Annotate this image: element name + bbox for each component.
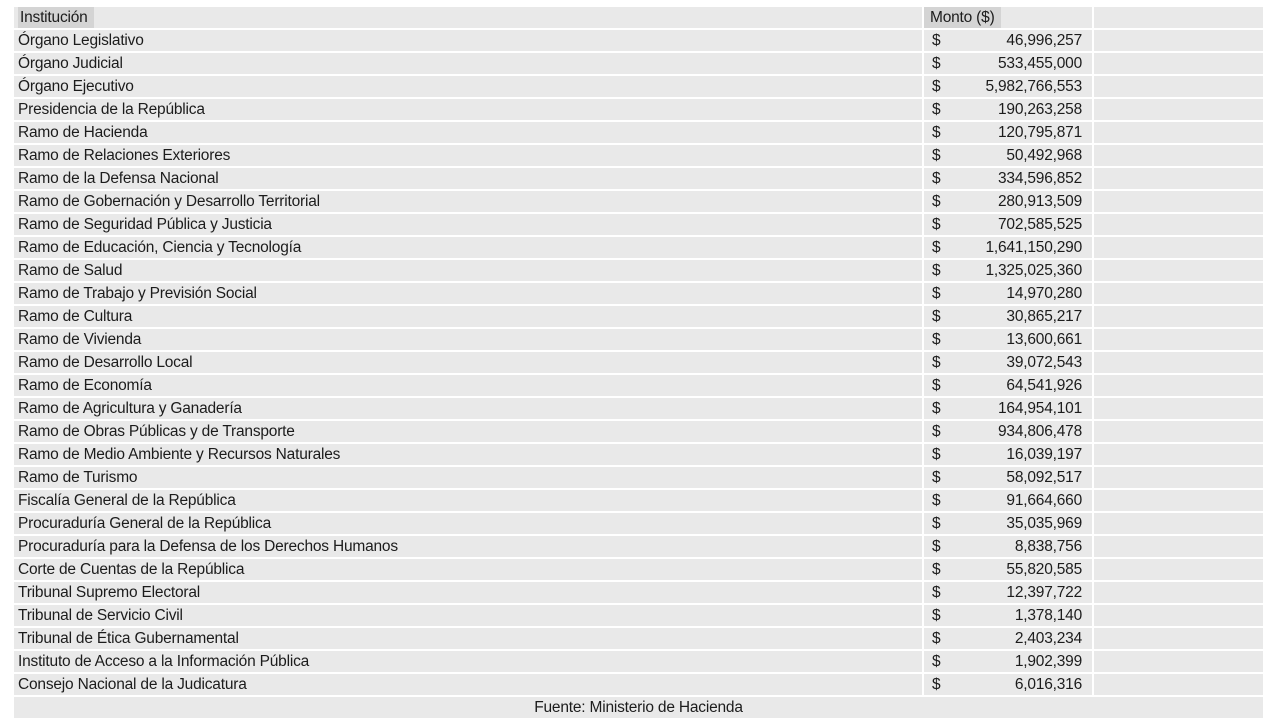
amount-cell xyxy=(924,559,1094,580)
table-header-row xyxy=(14,7,1263,28)
institution-cell: Corte de Cuentas de la República xyxy=(14,559,924,580)
currency-symbol: $ xyxy=(932,55,941,72)
amount-value: 120,795,871 xyxy=(998,124,1082,141)
currency-symbol: $ xyxy=(932,331,941,348)
table-row xyxy=(14,260,1263,281)
amount-value: 1,641,150,290 xyxy=(985,239,1082,256)
empty-cell xyxy=(1094,628,1263,649)
currency-symbol: $ xyxy=(932,492,941,509)
amount-cell xyxy=(924,582,1094,603)
institution-cell: Órgano Ejecutivo xyxy=(14,76,924,97)
currency-symbol: $ xyxy=(932,147,941,164)
institution-cell: Ramo de Seguridad Pública y Justicia xyxy=(14,214,924,235)
table-row xyxy=(14,674,1263,695)
table-row xyxy=(14,651,1263,672)
amount-cell xyxy=(924,237,1094,258)
table-row xyxy=(14,536,1263,557)
amount-value: 46,996,257 xyxy=(1006,32,1082,49)
amount-cell xyxy=(924,214,1094,235)
empty-cell xyxy=(1094,237,1263,258)
amount-value: 2,403,234 xyxy=(1014,630,1082,647)
amount-value: 1,378,140 xyxy=(1014,607,1082,624)
table-row xyxy=(14,582,1263,603)
table-footer-row xyxy=(14,697,1263,718)
amount-cell xyxy=(924,467,1094,488)
table-row xyxy=(14,145,1263,166)
amount-value: 55,820,585 xyxy=(1006,561,1082,578)
amount-value: 16,039,197 xyxy=(1006,446,1082,463)
empty-cell xyxy=(1094,467,1263,488)
amount-cell xyxy=(924,168,1094,189)
table-row xyxy=(14,214,1263,235)
amount-value: 50,492,968 xyxy=(1006,147,1082,164)
currency-symbol: $ xyxy=(932,262,941,279)
currency-symbol: $ xyxy=(932,239,941,256)
currency-symbol: $ xyxy=(932,32,941,49)
empty-cell xyxy=(1094,99,1263,120)
currency-symbol: $ xyxy=(932,216,941,233)
table-row xyxy=(14,467,1263,488)
institution-cell: Ramo de Obras Públicas y de Transporte xyxy=(14,421,924,442)
empty-cell xyxy=(1094,30,1263,51)
table-row xyxy=(14,237,1263,258)
amount-value: 30,865,217 xyxy=(1006,308,1082,325)
empty-cell xyxy=(1094,444,1263,465)
empty-cell xyxy=(1094,329,1263,350)
amount-cell xyxy=(924,53,1094,74)
table-row xyxy=(14,99,1263,120)
amount-value: 91,664,660 xyxy=(1006,492,1082,509)
table-row xyxy=(14,513,1263,534)
currency-symbol: $ xyxy=(932,515,941,532)
institution-cell: Órgano Legislativo xyxy=(14,30,924,51)
amount-value: 1,325,025,360 xyxy=(985,262,1082,279)
empty-cell xyxy=(1094,260,1263,281)
institution-cell: Ramo de Medio Ambiente y Recursos Naturales xyxy=(14,444,924,465)
table-row xyxy=(14,53,1263,74)
empty-cell xyxy=(1094,214,1263,235)
empty-cell xyxy=(1094,191,1263,212)
currency-symbol: $ xyxy=(932,78,941,95)
institution-cell: Ramo de Desarrollo Local xyxy=(14,352,924,373)
currency-symbol: $ xyxy=(932,354,941,371)
institution-cell: Ramo de Economía xyxy=(14,375,924,396)
table-row xyxy=(14,76,1263,97)
amount-value: 190,263,258 xyxy=(998,101,1082,118)
amount-cell xyxy=(924,283,1094,304)
amount-value: 14,970,280 xyxy=(1006,285,1082,302)
amount-value: 39,072,543 xyxy=(1006,354,1082,371)
empty-cell xyxy=(1094,674,1263,695)
table-row xyxy=(14,329,1263,350)
amount-value: 164,954,101 xyxy=(998,400,1082,417)
institution-cell: Ramo de Relaciones Exteriores xyxy=(14,145,924,166)
currency-symbol: $ xyxy=(932,377,941,394)
currency-symbol: $ xyxy=(932,676,941,693)
institution-cell: Ramo de Hacienda xyxy=(14,122,924,143)
institution-cell: Ramo de Agricultura y Ganadería xyxy=(14,398,924,419)
institution-cell: Presidencia de la República xyxy=(14,99,924,120)
table-row xyxy=(14,559,1263,580)
currency-symbol: $ xyxy=(932,561,941,578)
table-row xyxy=(14,421,1263,442)
currency-symbol: $ xyxy=(932,101,941,118)
empty-cell xyxy=(1094,145,1263,166)
currency-symbol: $ xyxy=(932,193,941,210)
amount-value: 934,806,478 xyxy=(998,423,1082,440)
table-body xyxy=(14,30,1263,695)
institution-cell: Consejo Nacional de la Judicatura xyxy=(14,674,924,695)
currency-symbol: $ xyxy=(932,423,941,440)
table-row xyxy=(14,168,1263,189)
empty-cell xyxy=(1094,375,1263,396)
institution-cell: Instituto de Acceso a la Información Pública xyxy=(14,651,924,672)
amount-cell xyxy=(924,421,1094,442)
amount-cell xyxy=(924,605,1094,626)
empty-cell xyxy=(1094,398,1263,419)
empty-cell xyxy=(1094,559,1263,580)
table-row xyxy=(14,122,1263,143)
empty-cell xyxy=(1094,168,1263,189)
empty-cell xyxy=(1094,490,1263,511)
table-row xyxy=(14,352,1263,373)
table-row xyxy=(14,605,1263,626)
amount-cell xyxy=(924,191,1094,212)
institution-cell: Ramo de Cultura xyxy=(14,306,924,327)
amount-header-label: Monto ($) xyxy=(924,7,1001,28)
amount-value: 280,913,509 xyxy=(998,193,1082,210)
institution-cell: Procuraduría General de la República xyxy=(14,513,924,534)
amount-cell xyxy=(924,352,1094,373)
amount-cell xyxy=(924,674,1094,695)
header-cell-institution xyxy=(14,7,924,28)
amount-cell xyxy=(924,329,1094,350)
institution-cell: Ramo de Turismo xyxy=(14,467,924,488)
empty-cell xyxy=(1094,76,1263,97)
amount-cell xyxy=(924,628,1094,649)
amount-value: 334,596,852 xyxy=(998,170,1082,187)
currency-symbol: $ xyxy=(932,170,941,187)
empty-cell xyxy=(1094,605,1263,626)
currency-symbol: $ xyxy=(932,653,941,670)
table-row xyxy=(14,30,1263,51)
currency-symbol: $ xyxy=(932,400,941,417)
source-note: Fuente: Ministerio de Hacienda xyxy=(534,699,743,716)
empty-cell xyxy=(1094,582,1263,603)
header-cell-empty xyxy=(1094,7,1263,28)
institution-cell: Ramo de Trabajo y Previsión Social xyxy=(14,283,924,304)
amount-cell xyxy=(924,122,1094,143)
amount-cell xyxy=(924,536,1094,557)
currency-symbol: $ xyxy=(932,308,941,325)
empty-cell xyxy=(1094,651,1263,672)
table-row xyxy=(14,444,1263,465)
currency-symbol: $ xyxy=(932,607,941,624)
amount-value: 12,397,722 xyxy=(1006,584,1082,601)
amount-value: 1,902,399 xyxy=(1014,653,1082,670)
amount-cell xyxy=(924,444,1094,465)
empty-cell xyxy=(1094,53,1263,74)
table-row xyxy=(14,375,1263,396)
institution-cell: Tribunal Supremo Electoral xyxy=(14,582,924,603)
amount-cell xyxy=(924,260,1094,281)
amount-cell xyxy=(924,513,1094,534)
amount-cell xyxy=(924,398,1094,419)
empty-cell xyxy=(1094,513,1263,534)
institution-cell: Ramo de la Defensa Nacional xyxy=(14,168,924,189)
header-cell-amount xyxy=(924,7,1094,28)
amount-value: 5,982,766,553 xyxy=(985,78,1082,95)
institution-cell: Órgano Judicial xyxy=(14,53,924,74)
amount-cell xyxy=(924,306,1094,327)
institution-cell: Ramo de Gobernación y Desarrollo Territorial xyxy=(14,191,924,212)
institution-cell: Fiscalía General de la República xyxy=(14,490,924,511)
amount-cell xyxy=(924,145,1094,166)
amount-value: 58,092,517 xyxy=(1006,469,1082,486)
empty-cell xyxy=(1094,352,1263,373)
amount-cell xyxy=(924,375,1094,396)
currency-symbol: $ xyxy=(932,124,941,141)
currency-symbol: $ xyxy=(932,469,941,486)
table-row xyxy=(14,283,1263,304)
table-row xyxy=(14,306,1263,327)
amount-cell xyxy=(924,99,1094,120)
table-row xyxy=(14,398,1263,419)
table-row xyxy=(14,490,1263,511)
amount-cell xyxy=(924,490,1094,511)
institution-cell: Tribunal de Servicio Civil xyxy=(14,605,924,626)
empty-cell xyxy=(1094,283,1263,304)
institution-header-label: Institución xyxy=(18,7,94,28)
institution-cell: Procuraduría para la Defensa de los Derechos Humanos xyxy=(14,536,924,557)
institution-cell: Tribunal de Ética Gubernamental xyxy=(14,628,924,649)
currency-symbol: $ xyxy=(932,584,941,601)
empty-cell xyxy=(1094,122,1263,143)
amount-cell xyxy=(924,76,1094,97)
currency-symbol: $ xyxy=(932,630,941,647)
institution-cell: Ramo de Salud xyxy=(14,260,924,281)
amount-cell xyxy=(924,30,1094,51)
institution-cell: Ramo de Vivienda xyxy=(14,329,924,350)
currency-symbol: $ xyxy=(932,446,941,463)
amount-value: 533,455,000 xyxy=(998,55,1082,72)
amount-value: 8,838,756 xyxy=(1014,538,1082,555)
table-row xyxy=(14,191,1263,212)
amount-value: 702,585,525 xyxy=(998,216,1082,233)
amount-value: 64,541,926 xyxy=(1006,377,1082,394)
empty-cell xyxy=(1094,421,1263,442)
institution-cell: Ramo de Educación, Ciencia y Tecnología xyxy=(14,237,924,258)
amount-value: 13,600,661 xyxy=(1006,331,1082,348)
amount-cell xyxy=(924,651,1094,672)
amount-value: 6,016,316 xyxy=(1014,676,1082,693)
currency-symbol: $ xyxy=(932,285,941,302)
empty-cell xyxy=(1094,306,1263,327)
currency-symbol: $ xyxy=(932,538,941,555)
budget-table xyxy=(14,7,1263,720)
empty-cell xyxy=(1094,536,1263,557)
amount-value: 35,035,969 xyxy=(1006,515,1082,532)
table-row xyxy=(14,628,1263,649)
